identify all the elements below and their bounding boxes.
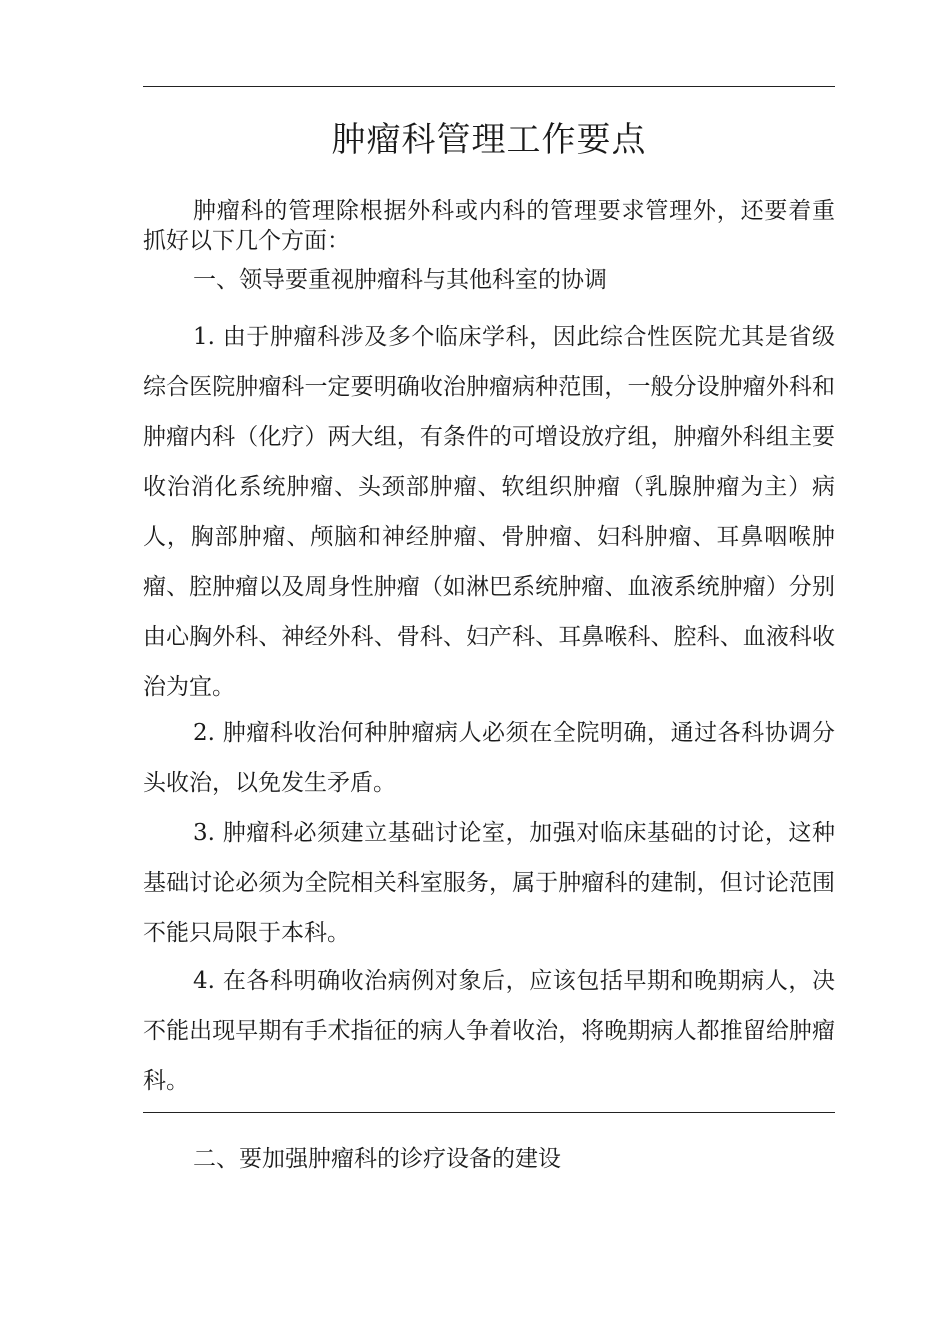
list-item-4: 4. 在各科明确收治病例对象后，应该包括早期和晚期病人，决不能出现早期有手术指征的病人争着收治，将晚期病人都推留给肿瘤科。 <box>143 968 835 1094</box>
header-rule <box>143 86 835 87</box>
section-heading-2: 二、要加强肿瘤科的诊疗设备的建设 <box>193 1146 561 1172</box>
list-item-3: 3. 肿瘤科必须建立基础讨论室，加强对临床基础的讨论，这种基础讨论必须为全院相关科室服务，属于肿瘤科的建制，但讨论范围不能只局限于本科。 <box>143 820 835 946</box>
section-heading-1: 一、领导要重视肿瘤科与其他科室的协调 <box>193 267 607 293</box>
intro-paragraph: 肿瘤科的管理除根据外科或内科的管理要求管理外，还要着重抓好以下几个方面： <box>143 198 835 254</box>
document-title: 肿瘤科管理工作要点 <box>331 120 647 160</box>
list-item-2: 2. 肿瘤科收治何种肿瘤病人必须在全院明确，通过各科协调分头收治，以免发生矛盾。 <box>143 720 835 796</box>
footer-rule <box>143 1112 835 1113</box>
list-item-1: 1. 由于肿瘤科涉及多个临床学科，因此综合性医院尤其是省级综合医院肿瘤科一定要明确收治肿瘤病种范围，一般分设肿瘤外科和肿瘤内科（化疗）两大组，有条件的可增设放疗组，肿瘤外科组主要收治消化系统肿瘤、头颈部肿瘤、软组织肿瘤（乳腺肿瘤为主）病人，胸部肿瘤、颅脑和神经肿瘤、骨肿瘤、妇科肿瘤、耳鼻咽喉肿瘤、腔肿瘤以及周身性肿瘤（如淋巴系统肿瘤、血液系统肿瘤）分别由心胸外科、神经外科、骨科、妇产科、耳鼻喉科、腔科、血液科收治为宜。 <box>143 324 835 700</box>
